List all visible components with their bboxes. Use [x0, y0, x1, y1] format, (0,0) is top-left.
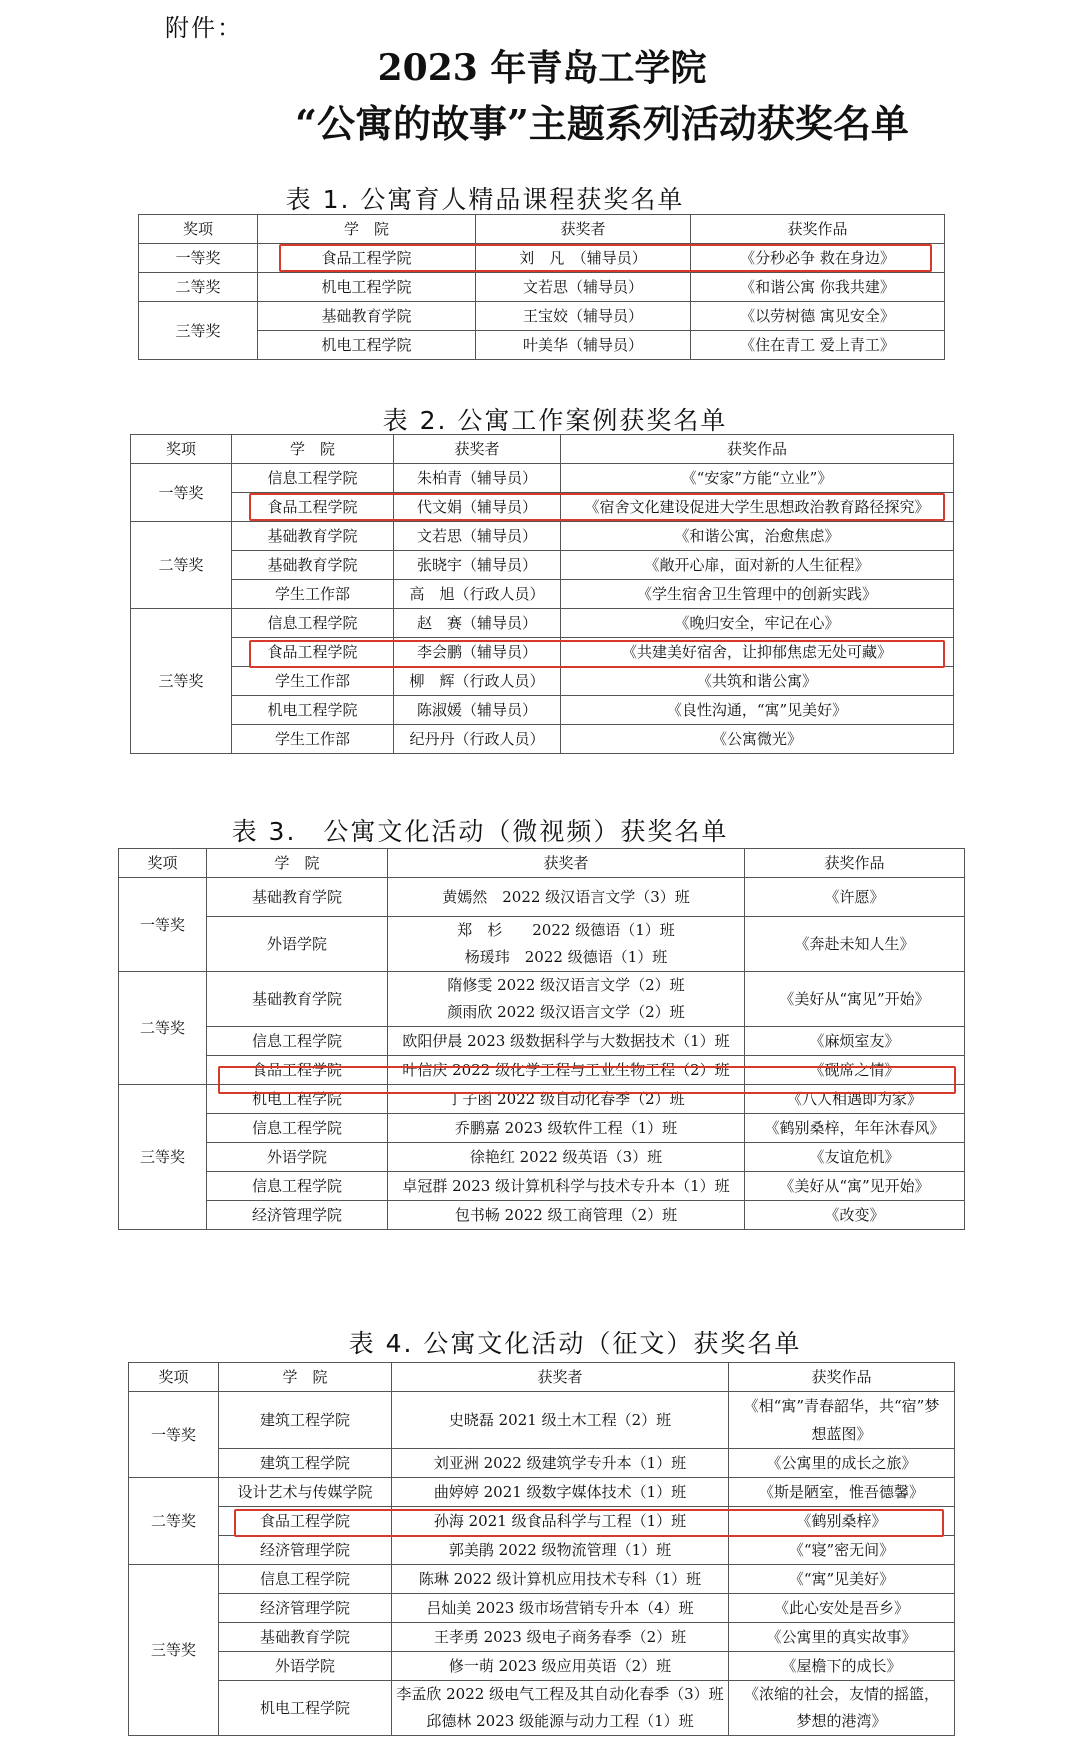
- winner-line: 邱德林 2023 级能源与动力工程（1）班: [426, 1712, 694, 1730]
- table-row: [119, 972, 965, 1027]
- college-cell: 信息工程学院: [207, 1027, 388, 1056]
- table-row: [131, 464, 954, 493]
- header-award: 奖项: [139, 215, 258, 244]
- award-cell: 二等奖: [139, 273, 258, 302]
- college-cell: 学生工作部: [232, 725, 394, 754]
- table-row: [129, 1536, 955, 1565]
- winner-cell: 乔鹏嘉 2023 级软件工程（1）班: [388, 1114, 745, 1143]
- winner-cell: 陈琳 2022 级计算机应用技术专科（1）班: [392, 1565, 729, 1594]
- winner-cell: 包书畅 2022 级工商管理（2）班: [388, 1201, 745, 1230]
- work-cell: 《奔赴未知人生》: [745, 917, 965, 972]
- table-header-row: [119, 849, 965, 878]
- college-cell: 学生工作部: [232, 667, 394, 696]
- header-winner: 获奖者: [476, 215, 691, 244]
- college-cell: 基础教育学院: [258, 302, 476, 331]
- table-row: [129, 1392, 955, 1449]
- table1: [138, 214, 945, 360]
- winner-cell: 王孝勇 2023 级电子商务春季（2）班: [392, 1623, 729, 1652]
- winner-cell: 郭美鹃 2022 级物流管理（1）班: [392, 1536, 729, 1565]
- table-row: [129, 1478, 955, 1507]
- winner-cell: 卓冠群 2023 级计算机科学与技术专升本（1）班: [388, 1172, 745, 1201]
- work-cell: 《此心安处是吾乡》: [729, 1594, 955, 1623]
- table-row: [129, 1623, 955, 1652]
- college-cell: 信息工程学院: [219, 1565, 392, 1594]
- award-cell: 一等奖: [119, 878, 207, 972]
- work-cell: 《砚席之情》: [745, 1056, 965, 1085]
- college-cell: 机电工程学院: [219, 1681, 392, 1736]
- work-cell: 《麻烦室友》: [745, 1027, 965, 1056]
- college-cell: 基础教育学院: [207, 878, 388, 917]
- work-cell: 《“安家”方能“立业”》: [561, 464, 954, 493]
- page-title-line1: 2023 年青岛工学院: [377, 47, 707, 89]
- table-row: [131, 580, 954, 609]
- table-row: [119, 1085, 965, 1114]
- work-cell: 《“寓”见美好》: [729, 1565, 955, 1594]
- table-row: [129, 1507, 955, 1536]
- work-cell: 《公寓微光》: [561, 725, 954, 754]
- award-cell: 一等奖: [129, 1392, 219, 1478]
- work-cell: 《和谐公寓，治愈焦虑》: [561, 522, 954, 551]
- winner-cell: 李会鹏（辅导员）: [394, 638, 561, 667]
- work-cell: 《鹤别桑梓，年年沐春风》: [745, 1114, 965, 1143]
- college-cell: 食品工程学院: [207, 1056, 388, 1085]
- table3-title: 表 3. 公寓文化活动（微视频）获奖名单: [231, 817, 729, 846]
- winner-cell: 代文娟（辅导员）: [394, 493, 561, 522]
- college-cell: 机电工程学院: [207, 1085, 388, 1114]
- page-title-line2: “公寓的故事”主题系列活动获奖名单: [295, 101, 909, 146]
- table-row: [131, 638, 954, 667]
- winner-line: 隋修雯 2022 级汉语言文学（2）班: [447, 976, 685, 994]
- table-row: [119, 917, 965, 972]
- table3: [118, 848, 965, 1230]
- winner-cell: 修一萌 2023 级应用英语（2）班: [392, 1652, 729, 1681]
- college-cell: 食品工程学院: [258, 244, 476, 273]
- work-cell: 《宿舍文化建设促进大学生思想政治教育路径探究》: [561, 493, 954, 522]
- college-cell: 机电工程学院: [258, 273, 476, 302]
- table4: [128, 1362, 955, 1736]
- header-work: 获奖作品: [745, 849, 965, 878]
- winner-cell: 赵 赛（辅导员）: [394, 609, 561, 638]
- winner-cell: 王宝姣（辅导员）: [476, 302, 691, 331]
- winner-cell: 孙海 2021 级食品科学与工程（1）班: [392, 1507, 729, 1536]
- work-cell: 《“寝”密无间》: [729, 1536, 955, 1565]
- winner-cell: [388, 972, 745, 1027]
- header-award: 奖项: [129, 1363, 219, 1392]
- work-cell: 《浓缩的社会，友情的摇篮，梦想的港湾》: [729, 1681, 955, 1736]
- college-cell: 信息工程学院: [232, 609, 394, 638]
- table-row: [129, 1594, 955, 1623]
- college-cell: 经济管理学院: [207, 1201, 388, 1230]
- award-cell: 一等奖: [139, 244, 258, 273]
- winner-cell: 徐艳红 2022 级英语（3）班: [388, 1143, 745, 1172]
- winner-cell: 曲婷婷 2021 级数字媒体技术（1）班: [392, 1478, 729, 1507]
- work-cell: 《共筑和谐公寓》: [561, 667, 954, 696]
- award-cell: 二等奖: [119, 972, 207, 1085]
- award-cell: 二等奖: [131, 522, 232, 609]
- college-cell: 机电工程学院: [232, 696, 394, 725]
- work-cell: 《美好从“寓见”开始》: [745, 972, 965, 1027]
- attachment-label: 附件：: [165, 14, 243, 42]
- table-row: [131, 696, 954, 725]
- table-row: [131, 493, 954, 522]
- table-row: [131, 725, 954, 754]
- winner-cell: 朱柏青（辅导员）: [394, 464, 561, 493]
- college-cell: 经济管理学院: [219, 1536, 392, 1565]
- header-award: 奖项: [131, 435, 232, 464]
- header-work: 获奖作品: [561, 435, 954, 464]
- table-row: [139, 244, 945, 273]
- college-cell: 信息工程学院: [207, 1172, 388, 1201]
- winner-cell: 史晓磊 2021 级土木工程（2）班: [392, 1392, 729, 1449]
- work-cell: 《敞开心扉，面对新的人生征程》: [561, 551, 954, 580]
- table-row: [129, 1681, 955, 1736]
- college-cell: 基础教育学院: [232, 522, 394, 551]
- table-row: [119, 878, 965, 917]
- header-college: 学 院: [258, 215, 476, 244]
- table-row: [139, 331, 945, 360]
- table4-title: 表 4. 公寓文化活动（征文）获奖名单: [348, 1329, 802, 1358]
- work-cell: 《斯是陋室，惟吾德馨》: [729, 1478, 955, 1507]
- header-work: 获奖作品: [729, 1363, 955, 1392]
- college-cell: 学生工作部: [232, 580, 394, 609]
- table-row: [119, 1027, 965, 1056]
- college-cell: 基础教育学院: [207, 972, 388, 1027]
- work-cell: 《共建美好宿舍，让抑郁焦虑无处可藏》: [561, 638, 954, 667]
- work-cell: 《屋檐下的成长》: [729, 1652, 955, 1681]
- college-cell: 机电工程学院: [258, 331, 476, 360]
- header-college: 学 院: [232, 435, 394, 464]
- table-header-row: [139, 215, 945, 244]
- winner-cell: 叶信庆 2022 级化学工程与工业生物工程（2）班: [388, 1056, 745, 1085]
- work-cell: 《学生宿舍卫生管理中的创新实践》: [561, 580, 954, 609]
- winner-line: 杨瑗玮 2022 级德语（1）班: [464, 948, 668, 966]
- winner-line: 李孟欣 2022 级电气工程及其自动化春季（3）班: [396, 1685, 724, 1703]
- winner-cell: 刘亚洲 2022 级建筑学专升本（1）班: [392, 1449, 729, 1478]
- header-winner: 获奖者: [392, 1363, 729, 1392]
- college-cell: 食品工程学院: [219, 1507, 392, 1536]
- winner-cell: 吕灿美 2023 级市场营销专升本（4）班: [392, 1594, 729, 1623]
- table-row: [119, 1172, 965, 1201]
- award-cell: 三等奖: [131, 609, 232, 754]
- table-row: [139, 302, 945, 331]
- winner-cell: 纪丹丹（行政人员）: [394, 725, 561, 754]
- winner-cell: 文若思（辅导员）: [476, 273, 691, 302]
- winner-cell: 叶美华（辅导员）: [476, 331, 691, 360]
- table-row: [119, 1056, 965, 1085]
- award-cell: 一等奖: [131, 464, 232, 522]
- header-winner: 获奖者: [394, 435, 561, 464]
- work-cell: 《公寓里的成长之旅》: [729, 1449, 955, 1478]
- winner-cell: 黄嫣然 2022 级汉语言文学（3）班: [388, 878, 745, 917]
- header-college: 学 院: [207, 849, 388, 878]
- work-cell: 《分秒必争 救在身边》: [691, 244, 945, 273]
- table-row: [131, 609, 954, 638]
- winner-cell: [388, 917, 745, 972]
- winner-line: 郑 杉 2022 级德语（1）班: [457, 921, 675, 939]
- college-cell: 建筑工程学院: [219, 1449, 392, 1478]
- college-cell: 设计艺术与传媒学院: [219, 1478, 392, 1507]
- table-row: [119, 1201, 965, 1230]
- table2-title: 表 2. 公寓工作案例获奖名单: [382, 406, 728, 435]
- work-cell: 《许愿》: [745, 878, 965, 917]
- college-cell: 信息工程学院: [207, 1114, 388, 1143]
- award-cell: 三等奖: [129, 1565, 219, 1736]
- table-row: [139, 273, 945, 302]
- table-row: [129, 1565, 955, 1594]
- header-winner: 获奖者: [388, 849, 745, 878]
- table2: [130, 434, 954, 754]
- table-header-row: [129, 1363, 955, 1392]
- table-row: [129, 1652, 955, 1681]
- table-row: [131, 667, 954, 696]
- work-cell: 《改变》: [745, 1201, 965, 1230]
- winner-cell: 丁子函 2022 级自动化春季（2）班: [388, 1085, 745, 1114]
- winner-cell: 柳 辉（行政人员）: [394, 667, 561, 696]
- award-cell: 二等奖: [129, 1478, 219, 1565]
- work-cell: 《友谊危机》: [745, 1143, 965, 1172]
- award-cell: 三等奖: [139, 302, 258, 360]
- college-cell: 基础教育学院: [219, 1623, 392, 1652]
- header-award: 奖项: [119, 849, 207, 878]
- table-row: [131, 551, 954, 580]
- winner-cell: 文若思（辅导员）: [394, 522, 561, 551]
- table-row: [129, 1449, 955, 1478]
- table-header-row: [131, 435, 954, 464]
- college-cell: 信息工程学院: [232, 464, 394, 493]
- college-cell: 基础教育学院: [232, 551, 394, 580]
- winner-cell: [392, 1681, 729, 1736]
- award-cell: 三等奖: [119, 1085, 207, 1230]
- winner-line: 颜雨欣 2022 级汉语言文学（2）班: [447, 1003, 685, 1021]
- work-cell: 《八人相遇即为家》: [745, 1085, 965, 1114]
- winner-cell: 欧阳伊晨 2023 级数据科学与大数据技术（1）班: [388, 1027, 745, 1056]
- college-cell: 建筑工程学院: [219, 1392, 392, 1449]
- work-cell: 《良性沟通，“寓”见美好》: [561, 696, 954, 725]
- table-row: [131, 522, 954, 551]
- winner-cell: 高 旭（行政人员）: [394, 580, 561, 609]
- work-cell: 《住在青工 爱上青工》: [691, 331, 945, 360]
- header-college: 学 院: [219, 1363, 392, 1392]
- college-cell: 外语学院: [219, 1652, 392, 1681]
- work-cell: 《美好从“寓”见开始》: [745, 1172, 965, 1201]
- winner-cell: 陈淑媛（辅导员）: [394, 696, 561, 725]
- college-cell: 外语学院: [207, 1143, 388, 1172]
- winner-cell: 刘 凡 （辅导员）: [476, 244, 691, 273]
- work-cell: 《公寓里的真实故事》: [729, 1623, 955, 1652]
- college-cell: 经济管理学院: [219, 1594, 392, 1623]
- college-cell: 食品工程学院: [232, 638, 394, 667]
- winner-cell: 张晓宇（辅导员）: [394, 551, 561, 580]
- college-cell: 外语学院: [207, 917, 388, 972]
- table1-title: 表 1. 公寓育人精品课程获奖名单: [285, 185, 685, 214]
- table-row: [119, 1114, 965, 1143]
- table-row: [119, 1143, 965, 1172]
- work-cell: 《晚归安全，牢记在心》: [561, 609, 954, 638]
- header-work: 获奖作品: [691, 215, 945, 244]
- work-cell: 《鹤别桑梓》: [729, 1507, 955, 1536]
- college-cell: 食品工程学院: [232, 493, 394, 522]
- work-cell: 《相“寓”青春韶华，共“宿”梦想蓝图》: [729, 1392, 955, 1449]
- work-cell: 《以劳树德 寓见安全》: [691, 302, 945, 331]
- work-cell: 《和谐公寓 你我共建》: [691, 273, 945, 302]
